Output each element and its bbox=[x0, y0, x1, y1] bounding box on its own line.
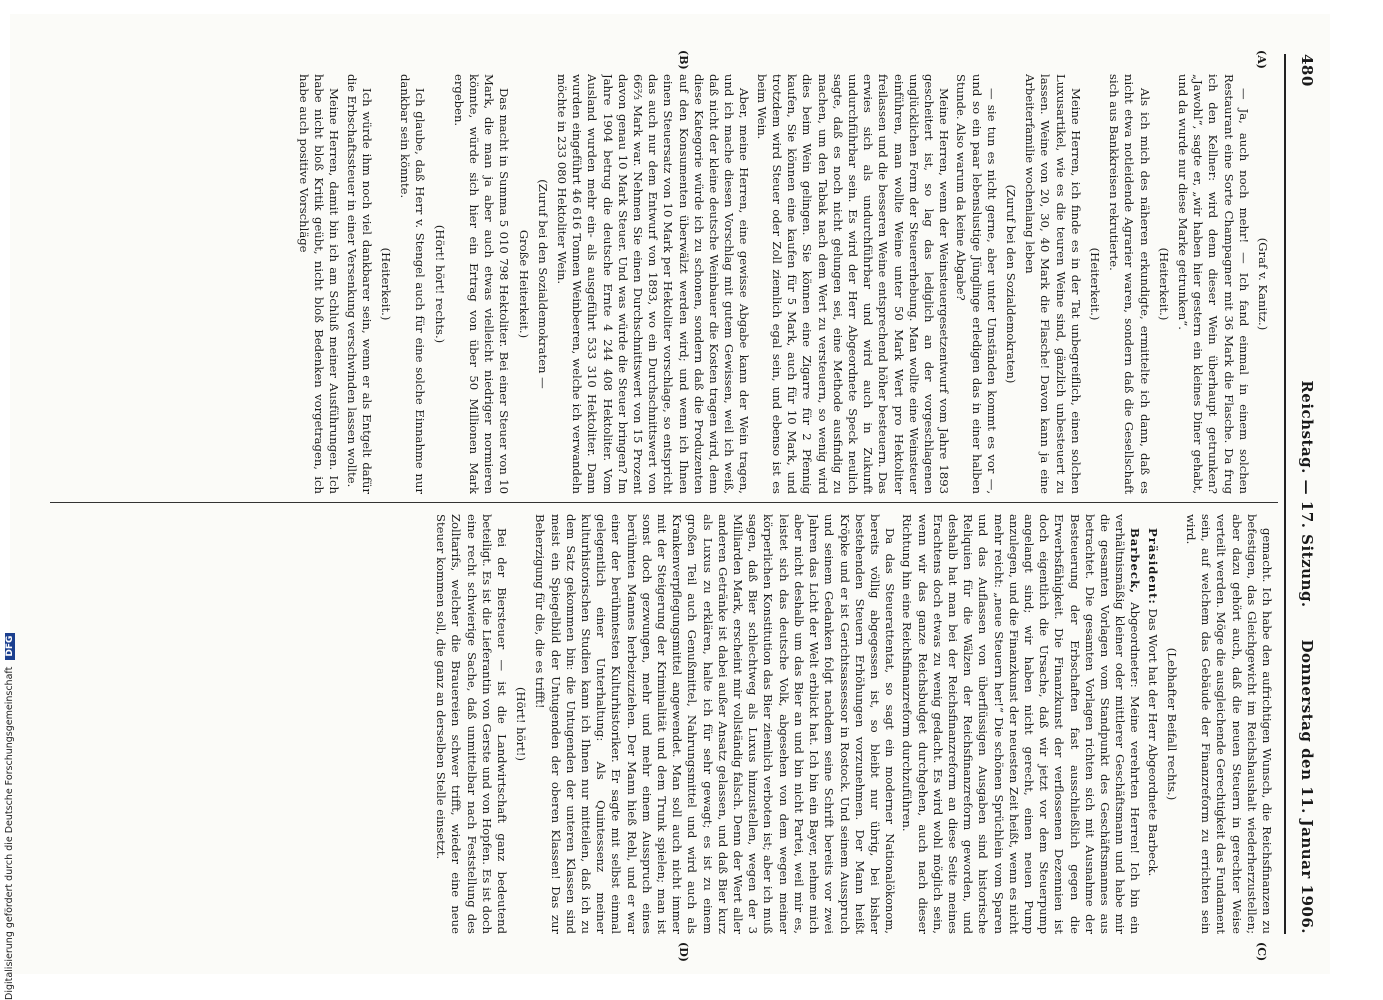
speaker-paragraph bbox=[1144, 514, 1159, 934]
stage-direction: (Zuruf bei den Sozialdemokraten) bbox=[1003, 184, 1018, 384]
paragraph: — Ja, auch noch mehr! — Ich fand einmal in einem solchen Restaurant eine Sorte Champagner mit 36 Mark die Flasche. Da frug ich den Kellner: wird denn dieser Wein überhaupt getrunken? „Jawohl“, sagte er, „wir haben hier gestern ein kleines Diner gehabt, und da wurde nur diese Marke getrunken“. bbox=[1175, 74, 1251, 494]
speaker-name: Präsident: bbox=[1145, 528, 1160, 605]
stage-direction: (Hört! hört!) bbox=[514, 687, 529, 761]
stage-direction: (Hört! hört! rechts.) bbox=[432, 224, 447, 344]
paragraph: gemacht. Ich habe den aufrichtigen Wunsch, die Reichsfinanzen zu befestigen, das Gleichgewicht im Reichshaushalt wiederherzustellen; aber dazu gehört auch, daß die neuen Steuern in gerechter Weise verteilt werden. Möge die ausgleichende Gerechtigkeit das Fundament sein, auf welchem das Gebäude der Finanzreform zu errichten sein wird. bbox=[1183, 514, 1274, 934]
stage-direction: (Heiterkeit.) bbox=[1156, 247, 1171, 321]
page-header bbox=[1288, 54, 1316, 934]
paragraph: Meine Herren, ich finde es in der Tat unbegreiflich, einen solchen Luxusartikel, wie es die teuren Weine sind, gänzlich unbesteuert zu lassen. Weine von 20, 30, 40 Mark die Flasche! Davon kann ja eine Arbeiterfamilie wochenlang leben bbox=[1023, 74, 1083, 494]
paragraph: Bei der Biersteuer — ist die Landwirtschaft ganz bedeutend beteiligt. Es ist die Lieferantin von Gerste und von Hopfen. Es ist doch eine recht schwierige Sache, daß unmittelbar nach Feststellung des Zolltarifs, welcher die Brauereien schwer trifft, wieder eine neue Steuer kommen soll, die ganz an derselben Stelle einsetzt. bbox=[434, 514, 510, 934]
speaker-name: Barbeck, bbox=[1128, 528, 1143, 595]
paragraph: Meine Herren, damit bin ich am Schluß meiner Ausführungen. Ich habe nicht bloß Kritik geübt, nicht bloß Bedenken vorgetragen, ich habe auch positive Vorschläge bbox=[297, 74, 342, 494]
margin-mark-a: (A) bbox=[1255, 50, 1268, 69]
speech-text: Das Wort hat der Herr Abgeordnete Barbeck. bbox=[1145, 608, 1160, 877]
paragraph: — sie tun es nicht gerne, aber unter Umständen kommt es vor —, und so ein paar lebenslustige Jünglinge erledigen das in einer halben Stunde. Also warum da keine Abgabe? bbox=[954, 74, 999, 494]
column-divider bbox=[50, 502, 1278, 503]
right-column bbox=[40, 514, 1274, 934]
session-date: Donnerstag den 11. Januar 1906. bbox=[1298, 639, 1316, 934]
speaker-paragraph bbox=[899, 514, 1142, 934]
speech-text: Abgeordneter: Meine verehrten Herren! Ich bin ein verhältnismäßig kleiner oder mittlerer Geschäftsmann und habe mir die gesamten Vorlagen vom Standpunkt des Geschäftsmannes aus betrachtet. Die gesamten Vorlagen richten sich mit Ausnahme der Besteuerung der Erbschaften fast ausschließlich gegen die Erwerbsfähigkeit. Die Finanzkunst der verflossenen Dezennien ist doch eigentlich die Ursache, daß wir jetzt vor dem Steuerpump angelangt sind; wir haben nicht gerecht, einen neuen Pump anzulegen, und die Finanzkunst der neuesten Zeit heißt, wenn es nicht mehr reicht: „neue Steuern her!“ Die schönen Sprüchlein vom Sparen und das Auflassen von überflüssigen Ausgaben sind historische Reliquien für die Wälzen der Reichsfinanzreform geworden, und deshalb hat man bei der Reichsfinanzreform an diese Seite meines Erachtens doch etwas zu wenig gedacht. Es wird wohl möglich sein, wenn wir das ganze Reichsbudget durchgehen, auch nach dieser Richtung hin eine Reichsfinanzreform durchzuführen. bbox=[900, 514, 1143, 934]
left-column bbox=[40, 74, 1274, 494]
dfg-logo: DFG bbox=[5, 633, 15, 660]
paragraph: Ich würde ihm noch viel dankbarer sein, wenn er als Entgelt dafür die Erbschaftssteuer in einer Versenkung verschwinden lassen wollte. bbox=[344, 74, 374, 494]
margin-mark-c: (C) bbox=[1255, 942, 1268, 962]
paragraph: Da das Steuerattentat, so sagt ein moderner Nationalökonom, bereits völlig abgegessen ist, so bleibt nur übrig, bei bisher bestehenden Steuern Erhöhungen vorzunehmen. Der Mann heißt Kröpke und er ist Gerichtsassessor in Rostock. Und seinem Ausspruch und seinem Gedanken folgt nachdem seine Schrift bereits vor zwei Jahren das Licht der Welt erblickt hat. Ich bin ein Bayer, nehme mich aber nicht deshalb um das Bier an und bin nicht Partei, weil mir es, leistet sich das deutsche Volk, abgesehen von dem wegen meiner körperlichen Konstitution das Bier ziemlich verboten ist; aber ich muß sagen, daß Bier schlechtweg als Luxus hinzustellen, wegen der 3 Milliarden Mark, erscheint mir vollständig falsch. Denn der Wert aller anderen Getränke ist dabei außer Ansatz gelassen, und daß Bier kurz als Luxus zu erklären, halte ich für sehr gewagt; es ist zu einem großen Teil auch Genußmittel, Nahrungsmittel und wird auch als Krankenverpflegungsmittel angewendet. Man soll auch nicht immer mit der Steigerung der Kriminalität und dem Trunk spielen; man ist sonst doch gezwungen, mehr und mehr einem Ausspruch eines berühmten Mannes herbeizuziehen. Der Mann hieß Rehl, und er war einer der berühmtesten Kulturhistoriker. Er sagte mit selbst einmal gelegentlich einer Unterhaltung: Als Quintessenz meiner kulturhistorischen Studien kann ich Ihnen nur mitteilen, daß ich zu dem Satz gekommen bin: die Untugenden der unteren Klassen sind meist ein Spiegelbild der Untugenden der oberen Klassen! Das zur Beherzigung für die, die es trifft! bbox=[533, 514, 898, 934]
stage-direction: (Lebhafter Beifall rechts.) bbox=[1164, 647, 1179, 801]
page-number: 480 bbox=[1298, 54, 1316, 87]
stage-direction: (Heiterkeit.) bbox=[1087, 247, 1102, 321]
stage-direction: (Graf v. Kanitz.) bbox=[1256, 237, 1270, 331]
stage-direction: (Zuruf bei den Sozialdemokraten — bbox=[535, 179, 550, 389]
stage-direction: Große Heiterkeit.) bbox=[516, 229, 531, 339]
page-title: Reichstag. — 17. Sitzung. bbox=[1298, 380, 1316, 608]
paragraph: Ich glaube, daß Herr v. Stengel auch für eine solche Einnahme nur dankbar sein könnte. bbox=[398, 74, 428, 494]
stage-direction: (Heiterkeit.) bbox=[379, 247, 394, 321]
margin-mark-d: (D) bbox=[677, 942, 690, 962]
paragraph: Das macht in Summa 5 010 798 Hektoliter. Bei einer Steuer von 10 Mark, die man ja aber auch etwas vielleicht niedriger normieren könnte, würde sich hier ein Ertrag von über 50 Millionen Mark ergeben. bbox=[451, 74, 512, 494]
margin-mark-b: (B) bbox=[677, 50, 690, 70]
paragraph: Aber, meine Herren, eine gewisse Abgabe kann der Wein tragen, und ich mache diesen Vorschlag mit gutem Gewissen, weil ich weiß, daß nicht der kleine deutsche Weinbauer die Kosten tragen wird, denn diese Kategorie würde ich zu schonen, sondern daß die Produzenten auf den Konsumenten überwälzt werden wird; und wenn ich Ihnen einen Steuersatz von 10 Mark per Hektoliter vorschlage, so entspricht das auch nur dem Entwurf von 1893, wo ein Durchschnittswert von 66⅔ Mark war. Nehmen Sie einen Durchschnittswert von 15 Prozent davon genau 10 Mark Steuer. Und was würde die Steuer bringen? Im Jahre 1904 betrug die deutsche Ernte 4 244 408 Hektoliter. Vom Ausland wurden mehr ein- als ausgeführt 533 310 Hektoliter. Dann wurden eingeführt 46 616 Tonnen Weinbeeren, welche ich verwandeln möchte in 233 080 Hektoliter Wein. bbox=[555, 74, 752, 494]
paragraph: Meine Herren, wenn der Weinsteuergesetzentwurf vom Jahre 1893 gescheitert ist, so lag das lediglich an der vorgeschlagenen unglücklichen Form der Steuererhebung. Man wollte eine Weinsteuer einführen, man wollte Weine unter 50 Mark Wert pro Hektoliter freilassen und die besseren Weine entsprechend höher besteuern. Das erwies sich als undurchführbar und wird auch in Zukunft undurchführbar sein. Es wird der Herr Abgeordnete Speck neulich sagte, daß es noch nicht gelungen sei, eine Methode ausfindig zu machen, um den Tabak nach dem Wert zu versteuern, so wenig wird dies beim Wein gelingen. Sie können eine Zigarre für 2 Pfennig kaufen, Sie können eine kaufen für 5 Mark, auch für 10 Mark, und trotzdem wird Steuer oder Zoll ziemlich egal sein, und ebenso ist es beim Wein. bbox=[754, 74, 952, 494]
scanned-page bbox=[10, 14, 1330, 974]
header-rule bbox=[1284, 54, 1286, 934]
digitization-footer bbox=[4, 20, 14, 1000]
paragraph: Als ich mich des näheren erkundigte, ermittelte ich dann, daß es nicht etwa notleidende Agrarier waren, sondern daß die Gesellschaft sich aus Bankkreisen rekrutierte. bbox=[1107, 74, 1152, 494]
footer-text: Digitalisierung gefördert durch die Deutsche Forschungsgemeinschaft bbox=[4, 666, 15, 1000]
